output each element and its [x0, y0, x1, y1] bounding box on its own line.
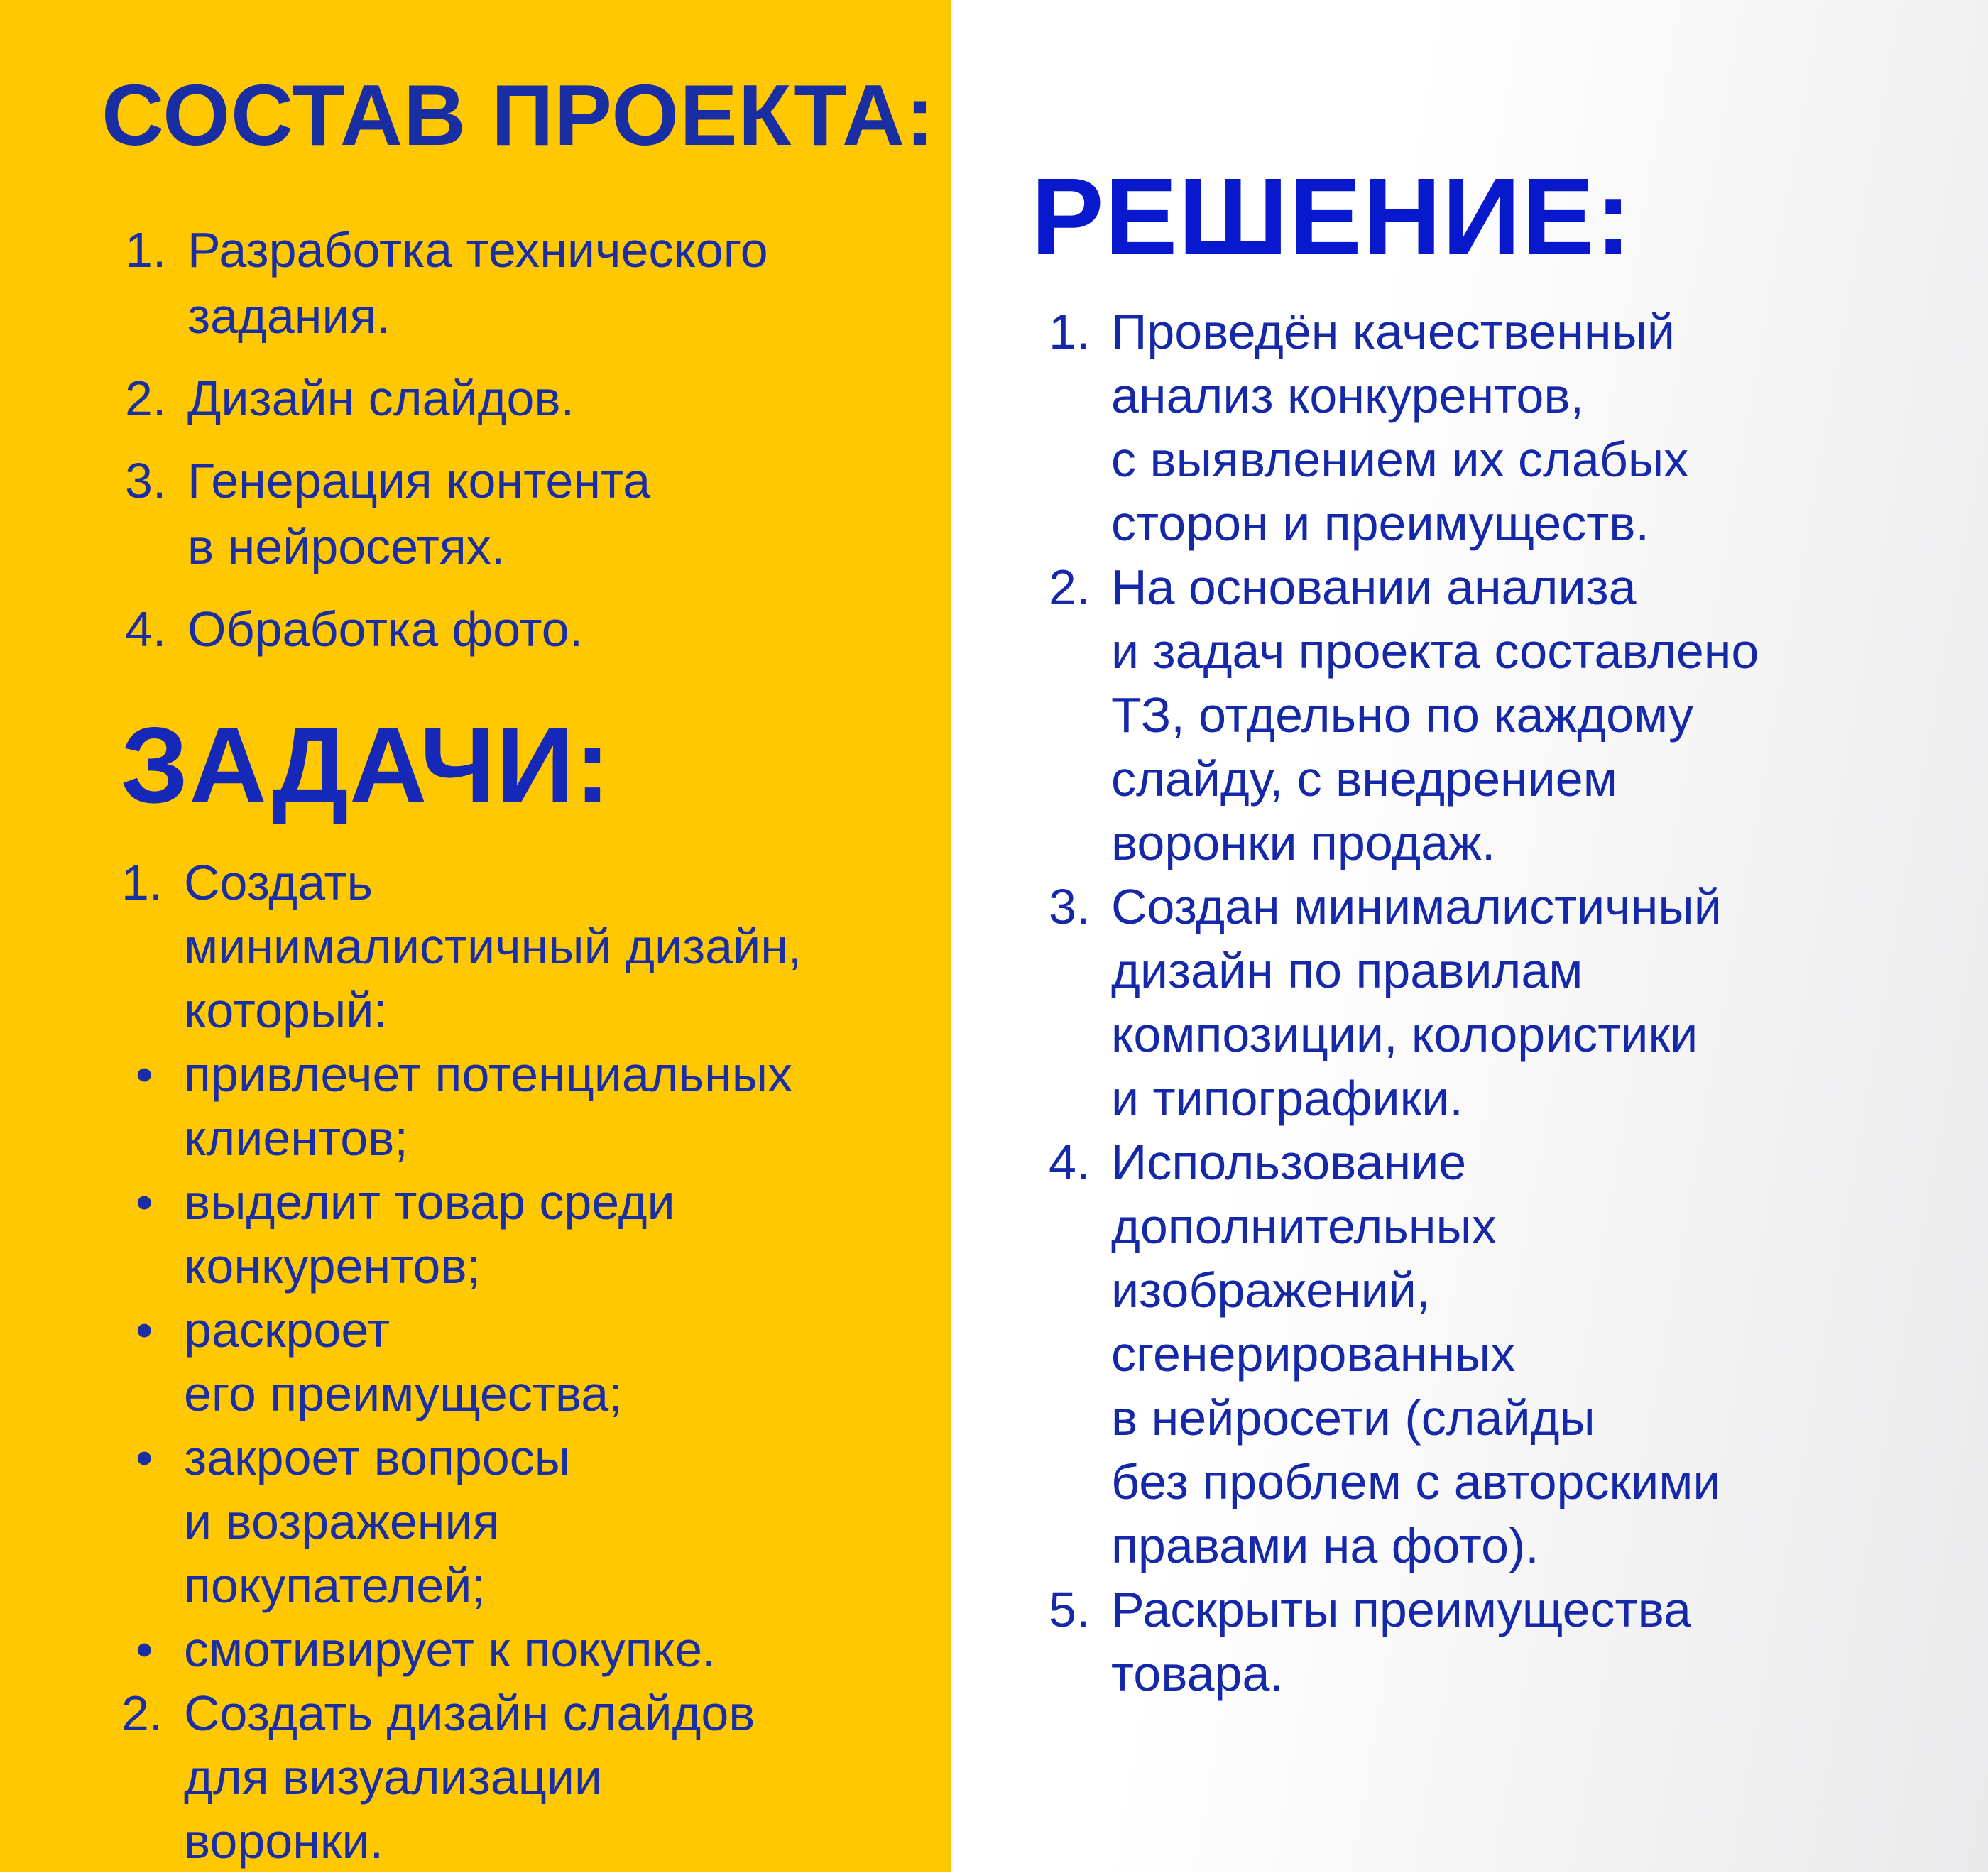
bullet-icon: • [136, 1047, 153, 1102]
list-item [1049, 1130, 1759, 1578]
list-item [121, 851, 802, 1042]
item-text: Обработка фото. [187, 601, 584, 657]
list-item [136, 1298, 802, 1426]
list-item [1049, 300, 1759, 555]
project-composition-list [125, 217, 768, 679]
item-text: Разработка технического [187, 222, 768, 278]
item-number: 4. [1049, 1135, 1091, 1190]
item-text: композиции, колористики [1111, 1007, 1698, 1062]
item-text: покупателей; [184, 1558, 486, 1613]
item-text: анализ конкурентов, [1111, 368, 1584, 423]
list-item [136, 1617, 802, 1681]
item-number: 1. [125, 222, 167, 278]
item-text: его преимущества; [184, 1366, 623, 1421]
item-text: клиентов; [184, 1110, 408, 1166]
item-text: привлечет потенциальных [184, 1047, 793, 1102]
tasks-heading: ЗАДАЧИ: [121, 705, 611, 826]
item-text: слайду, с внедрением [1111, 751, 1617, 807]
list-item [136, 1042, 802, 1170]
item-text: и типографики. [1111, 1071, 1463, 1126]
item-number: 2. [1049, 559, 1091, 615]
item-number: 5. [1049, 1582, 1091, 1637]
list-item [1049, 555, 1759, 875]
item-text: в нейросетях. [187, 519, 506, 574]
item-text: Создан минималистичный [1111, 879, 1722, 934]
item-text: для визуализации [184, 1749, 603, 1805]
item-text: На основании анализа [1111, 559, 1637, 615]
list-item [136, 1170, 802, 1298]
item-text: сторон и преимуществ. [1111, 496, 1649, 551]
bullet-icon: • [136, 1174, 153, 1230]
list-item [125, 448, 768, 580]
item-number: 2. [125, 371, 167, 426]
item-text: дизайн по правилам [1111, 943, 1583, 998]
item-text: выделит товар среди [184, 1174, 675, 1230]
item-text: сгенерированных [1111, 1326, 1516, 1382]
solution-list [1049, 300, 1759, 1705]
list-item [121, 1681, 802, 1873]
item-text: Создать дизайн слайдов [184, 1686, 755, 1741]
item-number: 1. [121, 855, 163, 910]
item-text: задания. [187, 288, 390, 344]
item-text: раскроет [184, 1302, 390, 1358]
list-item [125, 596, 768, 662]
item-text: воронки. [184, 1813, 384, 1869]
list-item [136, 1426, 802, 1617]
item-number: 3. [125, 453, 167, 508]
item-text: товара. [1111, 1646, 1284, 1701]
bullet-icon: • [136, 1302, 153, 1358]
item-text: Проведён качественный [1111, 304, 1675, 359]
item-text: Раскрыты преимущества [1111, 1582, 1691, 1637]
item-text: изображений, [1111, 1262, 1431, 1318]
item-text: минималистичный дизайн, [184, 919, 802, 974]
item-number: 4. [125, 601, 167, 657]
item-text: без проблем с авторскими [1111, 1454, 1721, 1509]
list-item [125, 366, 768, 432]
item-text: конкурентов; [184, 1238, 481, 1294]
item-text: дополнительных [1111, 1198, 1497, 1254]
item-text: закроет вопросы [184, 1430, 571, 1485]
item-text: и задач проекта составлено [1111, 623, 1759, 679]
item-number: 1. [1049, 304, 1091, 359]
item-text: смотивирует к покупке. [184, 1622, 716, 1677]
bullet-icon: • [136, 1622, 153, 1677]
item-text: ТЗ, отдельно по каждому [1111, 687, 1693, 743]
tasks-list [121, 851, 802, 1873]
solution-heading: РЕШЕНИЕ: [1031, 155, 1632, 278]
item-text: Дизайн слайдов. [187, 371, 575, 426]
list-item [1049, 875, 1759, 1130]
item-text: который: [184, 983, 388, 1038]
item-text: Генерация контента [187, 453, 651, 508]
item-text: с выявлением их слабых [1111, 432, 1689, 487]
item-number: 3. [1049, 879, 1091, 934]
list-item [125, 217, 768, 349]
bullet-icon: • [136, 1430, 153, 1485]
item-text: Создать [184, 855, 373, 910]
item-text: правами на фото). [1111, 1518, 1539, 1573]
item-text: и возражения [184, 1494, 500, 1549]
project-composition-heading: СОСТАВ ПРОЕКТА: [102, 67, 935, 163]
item-text: воронки продаж. [1111, 815, 1496, 870]
item-text: в нейросети (слайды [1111, 1390, 1595, 1446]
item-number: 2. [121, 1686, 163, 1741]
list-item [1049, 1578, 1759, 1705]
item-text: Использование [1111, 1135, 1467, 1190]
